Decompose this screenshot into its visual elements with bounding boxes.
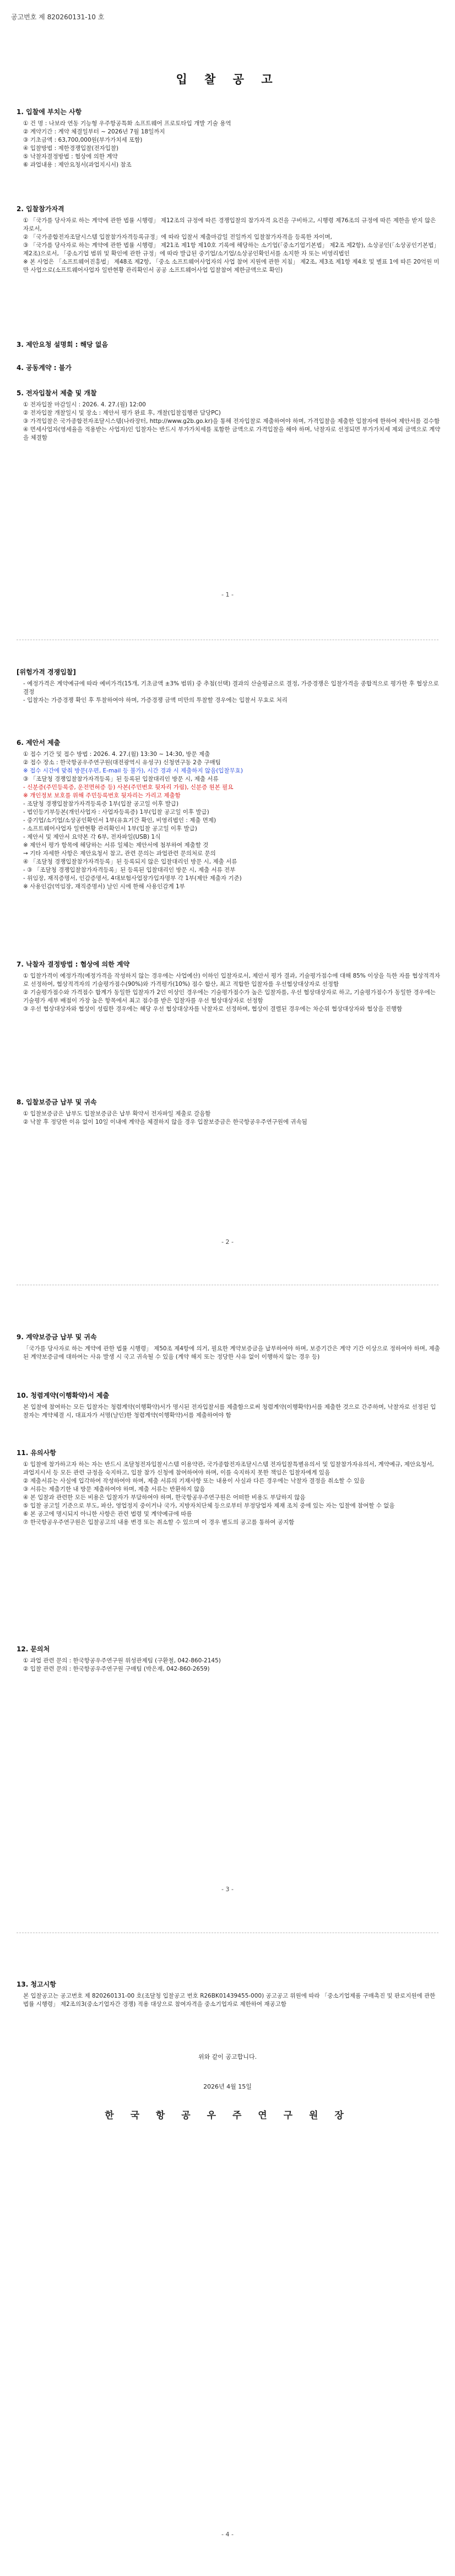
eligibility-para: ② 「국가종합전자조달시스템 입찰참가자격등록규정」에 따라 입찰서 제출마감일 전일까지 입찰참가자격을 등록한 자이며, <box>23 234 332 240</box>
page-number: - 2 - <box>221 1238 234 1246</box>
section-5 <box>17 389 441 442</box>
closing-text: 위와 같이 공고합니다. <box>198 2053 257 2060</box>
contract-deposit-para: 「국가를 당사자로 하는 계약에 관한 법률 시행령」 제50조 제4항에 의거, 필요한 계약보증금을 납부하여야 하며, 보증기간은 계약 기간 이상으로 정하여야 하며, 제출된 계약보증금에 대하여는 사유 발생 시 국고 귀속될 수 있음 (계약 해지 또는 정당한 사유 없이 이행하지 않는 경우 등) <box>23 1345 440 1360</box>
award-para: ② 기술평가점수와 가격점수 합계가 동일한 입찰자가 2인 이상인 경우에는 기술평가점수가 높은 입찰자를, 우선 협상대상자로 하고, 기술평가점수가 동일한 경우에는 기술평가 세부 배점이 가장 높은 항목에서 최고 점수를 받은 입찰자를 우선 협상대상자로 선정함 <box>23 989 436 1004</box>
item-period: ② 계약기간 : 계약 체결일부터 ~ 2026년 7월 18일까지 <box>23 128 165 135</box>
section-6 <box>17 739 441 891</box>
integrity-para: 본 입찰에 참여하는 모든 입찰자는 청렴계약(이행확약)서가 명시된 전자입찰서를 제출함으로써 청렴계약(이행확약)서를 제출한 것으로 간주하며, 낙찰자로 선정된 입찰자는 계약체결 시, 대표자가 서명(날인)한 청렴계약(이행확약)서를 제출하여야 함 <box>23 1404 436 1419</box>
announcement-date: 2026년 4월 15일 <box>203 2083 252 2090</box>
section-1-heading: 1. 입찰에 부치는 사항 <box>17 108 82 116</box>
bid-para: ④ 면세사업자(영세율을 적용받는 사업자)인 입찰자는 반드시 부가가치세를 포함한 금액으로 가격입찰을 해야 하며, 낙찰자로 선정되면 부가가치세 제외 금액으로 계약을 체결함 <box>23 426 441 441</box>
proposal-note: ※ 접수 시간에 맞춰 방문(우편, E-mail 등 불가), 시간 경과 시 제출하지 않음(입찰무효) <box>23 768 243 774</box>
caution-para: ④ 본 입찰과 관련한 모든 비용은 입찰자가 부담하여야 하며, 한국항공우주연구원은 어떠한 비용도 부담하지 않음 <box>23 1494 306 1501</box>
section-6-heading: 6. 제안서 제출 <box>17 739 61 747</box>
section-7-heading: 7. 낙찰자 결정방법 : 협상에 의한 계약 <box>17 960 130 968</box>
item-scope: ⑥ 과업내용 : 제안요청서(과업지시서) 참조 <box>23 162 132 168</box>
section-13-heading: 13. 청고시항 <box>17 1981 56 1988</box>
section-13 <box>17 1981 441 2009</box>
bid-para: ② 전자입찰 개찰일시 및 장소 : 제안서 평가 완료 후, 개찰(입찰집행관 담당PC) <box>23 410 221 416</box>
caution-para: ⑤ 입찰 공고일 기준으로 부도, 파산, 영업정지 중이거나 국가, 지방자치단체 등으로부터 부정당업자 제재 조치 중에 있는 자는 입찰에 참여할 수 없음 <box>23 1502 395 1509</box>
proposal-line: ② 접수 장소 : 한국항공우주연구원(대전광역시 유성구) 신청연구동 2층 구매팀 <box>23 759 221 766</box>
contact-line: ① 과업 관련 문의 : 한국항공우주연구원 위성관제팀 (구환철, 042-860-2145) <box>23 1657 221 1664</box>
announcement-number: 공고번호 제 820260131-10 호 <box>11 13 105 21</box>
section-11 <box>17 1449 441 1527</box>
caution-para: ③ 서류는 제출기한 내 방문 제출하여야 하며, 제출 서류는 반환하지 않음 <box>23 1486 205 1493</box>
price-intro-para: - 예정가격은 계약예규에 따라 예비가격(15개, 기초금액 ±3% 범위) 중 추첨(선택) 결과의 산술평균으로 결정, 가증경쟁은 입찰가격을 종합적으로 평가한 후 협상으로 결정 <box>23 680 439 695</box>
section-3 <box>17 341 441 352</box>
price-intro-para: - 입찰자는 가증경쟁 확인 후 투찰하여야 하며, 가증경쟁 금액 미만의 투찰할 경우에는 입찰서 무효로 처리 <box>23 697 288 704</box>
section-1 <box>17 108 441 169</box>
item-base-amount: ③ 기초금액 : 63,700,000원(부가가치세 포함) <box>23 137 143 143</box>
section-12-heading: 12. 문의처 <box>17 1645 50 1653</box>
proposal-line: - 조달청 경쟁입찰참가자격등록증 1부(입찰 공고일 이후 발급) <box>23 801 179 807</box>
page-number: - 4 - <box>221 2531 234 2538</box>
reannouncement-para: 본 입찰공고는 공고번호 제 820260131-00 호(조달청 입찰공고 번호 R26BK01439455-000) 공고공고 위원에 따라 「중소기업제품 구매촉진 및 판로지원에 관한 법률 시행령」 제2조의3(중소기업자간 경쟁) 적용 대상으로 참여자격을 중소기업자로 제한하여 재공고함 <box>23 1993 436 2008</box>
deposit-para: ② 낙찰 후 정당한 이유 없이 10일 이내에 계약을 체결하지 않을 경우 입찰보증금은 한국항공우주연구원에 귀속됨 <box>23 1119 307 1125</box>
proposal-line: ③ 「조달청 경쟁입찰참가자격등록」된 등록된 입찰대리인 방문 시, 제출 서류 <box>23 776 219 782</box>
proposal-line: - 위임장, 재직증명서, 인감증명서, 4대보험사업장가입자명부 각 1부(제안 제출자 기준) <box>23 875 242 882</box>
caution-para: ② 제출서류는 사실에 입각하여 작성하여야 하며, 제출 서류의 기재사항 또는 내용이 사실과 다른 경우에는 낙찰자 결정을 취소할 수 있음 <box>23 1478 365 1484</box>
item-name: ① 건 명 : 나보라 연동 기능형 우주항공특화 소프트웨어 프로토타입 개발 기술 용역 <box>23 120 231 127</box>
eligibility-note: ※ 본 사업은 「소프트웨어진흥법」 제48조 제2항, 「중소 소프트웨어사업자의 사업 참여 지원에 관한 지침」 제2조, 제3조 제1항 제4호 및 별표 1에 따른 20억원 미만 사업으로(소프트웨어사업자 일반현황 관리확인서 공공 소프트웨어사업 입찰참여 제한금액으로 확인) <box>23 259 440 273</box>
proposal-privacy-note: ※ 개인정보 보호를 위해 주민등록번호 뒷자리는 가리고 제출함 <box>23 792 181 799</box>
proposal-id-note: - 신분증(주민등록증, 운전면허증 등) 사본(주민번호 뒷자리 가림), 신분증 원본 필요 <box>23 784 234 791</box>
proposal-line: - 중기업/소기업/소상공인확인서 1부(유효기간 확인, 비영리법인 : 제출 면제) <box>23 817 216 824</box>
eligibility-para: ③ 「국가를 당사자로 하는 계약에 관한 법률 시행령」 제21조 제1항 제10호 기록에 해당하는 소기업(「중소기업기본법」 제2조 제2항), 소상공인(「소상공인기본법」 제2조)으로서, 「중소기업 범위 및 확인에 관한 규정」에 따라 발급된 중기업/소기업/소상공인확인서를 소지한 자 또는 비영리법인 <box>23 242 440 257</box>
page-number: - 1 - <box>221 591 234 598</box>
proposal-line: - 소프트웨어사업자 일반현황 관리확인서 1부(입찰 공고일 이후 발급) <box>23 825 197 832</box>
section-8-heading: 8. 입찰보증금 납부 및 귀속 <box>17 1098 97 1106</box>
price-intro <box>17 668 441 705</box>
section-7 <box>17 960 441 1013</box>
eligibility-para: ① 「국가를 당사자로 하는 계약에 관한 법률 시행령」 제12조의 규정에 따른 경쟁입찰의 참가자격 요건을 구비하고, 시행령 제76조의 규정에 따른 제한을 받지 않은 자로서, <box>23 217 436 232</box>
award-para: ① 입찰가격이 예정가격(예정가격을 작성하지 않는 경우에는 사업예산) 이하인 입찰자로서, 제안서 평가 결과, 기술평가점수에 대해 85% 이상을 득한 자를 협상적격자로 선정하여, 협상적격자의 기술평가점수(90%)와 가격평가(10%) 점수 합산, 최고 적합한 입찰자를 우선협상대상자로 선정함 <box>23 973 440 988</box>
proposal-line: ① 접수 기간 및 접수 방법 : 2026. 4. 27.(월) 13:30 ~ 14:30, 방문 제출 <box>23 751 210 758</box>
section-5-heading: 5. 전자입찰서 제출 및 개찰 <box>17 389 97 397</box>
section-9-heading: 9. 계약보증금 납부 및 귀속 <box>17 1333 97 1341</box>
section-2 <box>17 205 441 275</box>
page-number: - 3 - <box>221 1886 234 1893</box>
section-9 <box>17 1333 441 1361</box>
section-12 <box>17 1645 441 1673</box>
proposal-line: - ③ 「조달청 경쟁입찰참가자격등록」된 등록된 입찰대리인 방문 시, 제출 서류 전부 <box>23 867 236 873</box>
award-para: ③ 우선 협상대상자와 협상이 성립한 경우에는 해당 우선 협상대상자를 낙찰자로 선정하며, 협상이 결렬된 경우에는 차순위 협상대상자와 협상을 진행함 <box>23 1006 403 1012</box>
item-bid-method: ④ 입찰방법 : 제한경쟁입찰(전자입찰) <box>23 145 119 152</box>
caution-para: ① 입찰에 참가하고자 하는 자는 반드시 조달청전자입찰시스템 이용약관, 국가종합전자조달시스템 전자입찰특별유의서 및 입찰참가자유의서, 계약예규, 제안요청서, 과업지시서 등 모든 관련 규정을 숙지하고, 입찰 참가 신청에 참여하여야 하며, 이를 숙지하지 못한 책임은 입찰자에게 있음 <box>23 1461 434 1476</box>
section-11-heading: 11. 유의사항 <box>17 1449 56 1457</box>
caution-para: ⑥ 본 공고에 명시되지 아니한 사항은 관련 법령 및 계약예규에 따름 <box>23 1511 192 1517</box>
section-4-heading: 4. 공동계약 : 불가 <box>17 364 72 372</box>
deposit-para: ① 입찰보증금은 납부도 입찰보증금은 납부 확약서 전자파일 제출로 갈음함 <box>23 1110 211 1117</box>
item-award-method: ⑤ 낙찰자결정방법 : 협상에 의한 계약 <box>23 153 118 160</box>
proposal-line: ④ 「조달청 경쟁입찰참가자격등록」된 등록되지 않은 입찰대리인 방문 시, 제출 서류 <box>23 858 237 865</box>
proposal-line: - 법인등기부등본(개인사업자 : 사업자등록증) 1부(입찰 공고일 이후 발급) <box>23 809 209 815</box>
contact-line: ② 입찰 관련 문의 : 한국항공우주연구원 구매팀 (박은재, 042-860-2659) <box>23 1666 210 1672</box>
price-intro-heading: [위험가격 경쟁입찰] <box>17 668 76 676</box>
section-3-heading: 3. 제안요청 설명회 : 해당 없음 <box>17 341 109 348</box>
section-2-heading: 2. 입찰참가자격 <box>17 205 64 213</box>
section-8 <box>17 1098 441 1126</box>
proposal-line: → 기타 자세한 사항은 제안요청서 참고, 관련 문의는 과업관련 문의처로 문의 <box>23 850 216 857</box>
proposal-line: ※ 제안서 평가 항목에 해당하는 서류 일체는 제안서에 첨부하여 제출할 것 <box>23 842 209 849</box>
issuer-signature: 한 국 항 공 우 주 연 구 원 장 <box>105 2110 350 2121</box>
proposal-line: - 제안서 및 제안서 요약본 각 6부, 전자파일(USB) 1식 <box>23 834 161 840</box>
section-10 <box>17 1392 441 1420</box>
section-4 <box>17 364 441 375</box>
document-title: 입 찰 공 고 <box>176 73 279 86</box>
proposal-line: ※ 사용인감(역임장, 재직증명서) 날인 시에 한해 사용인감계 1부 <box>23 883 185 890</box>
bid-para: ③ 가격입찰은 국가종합전자조달시스템(나라장터, http://www.g2b.go.kr)을 통해 전자입찰로 제출하여야 하며, 가격입찰을 제출한 입찰자에 한하여 제안서를 검수함 <box>23 418 440 425</box>
caution-para: ⑦ 한국항공우주연구원은 입찰공고의 내용 변경 또는 취소할 수 있으며 이 경우 별도의 공고를 통하여 공지함 <box>23 1519 295 1526</box>
bid-para: ① 전자입찰 마감일시 : 2026. 4. 27.(월) 12:00 <box>23 401 146 408</box>
section-10-heading: 10. 청렴계약(이행확약)서 제출 <box>17 1392 110 1399</box>
